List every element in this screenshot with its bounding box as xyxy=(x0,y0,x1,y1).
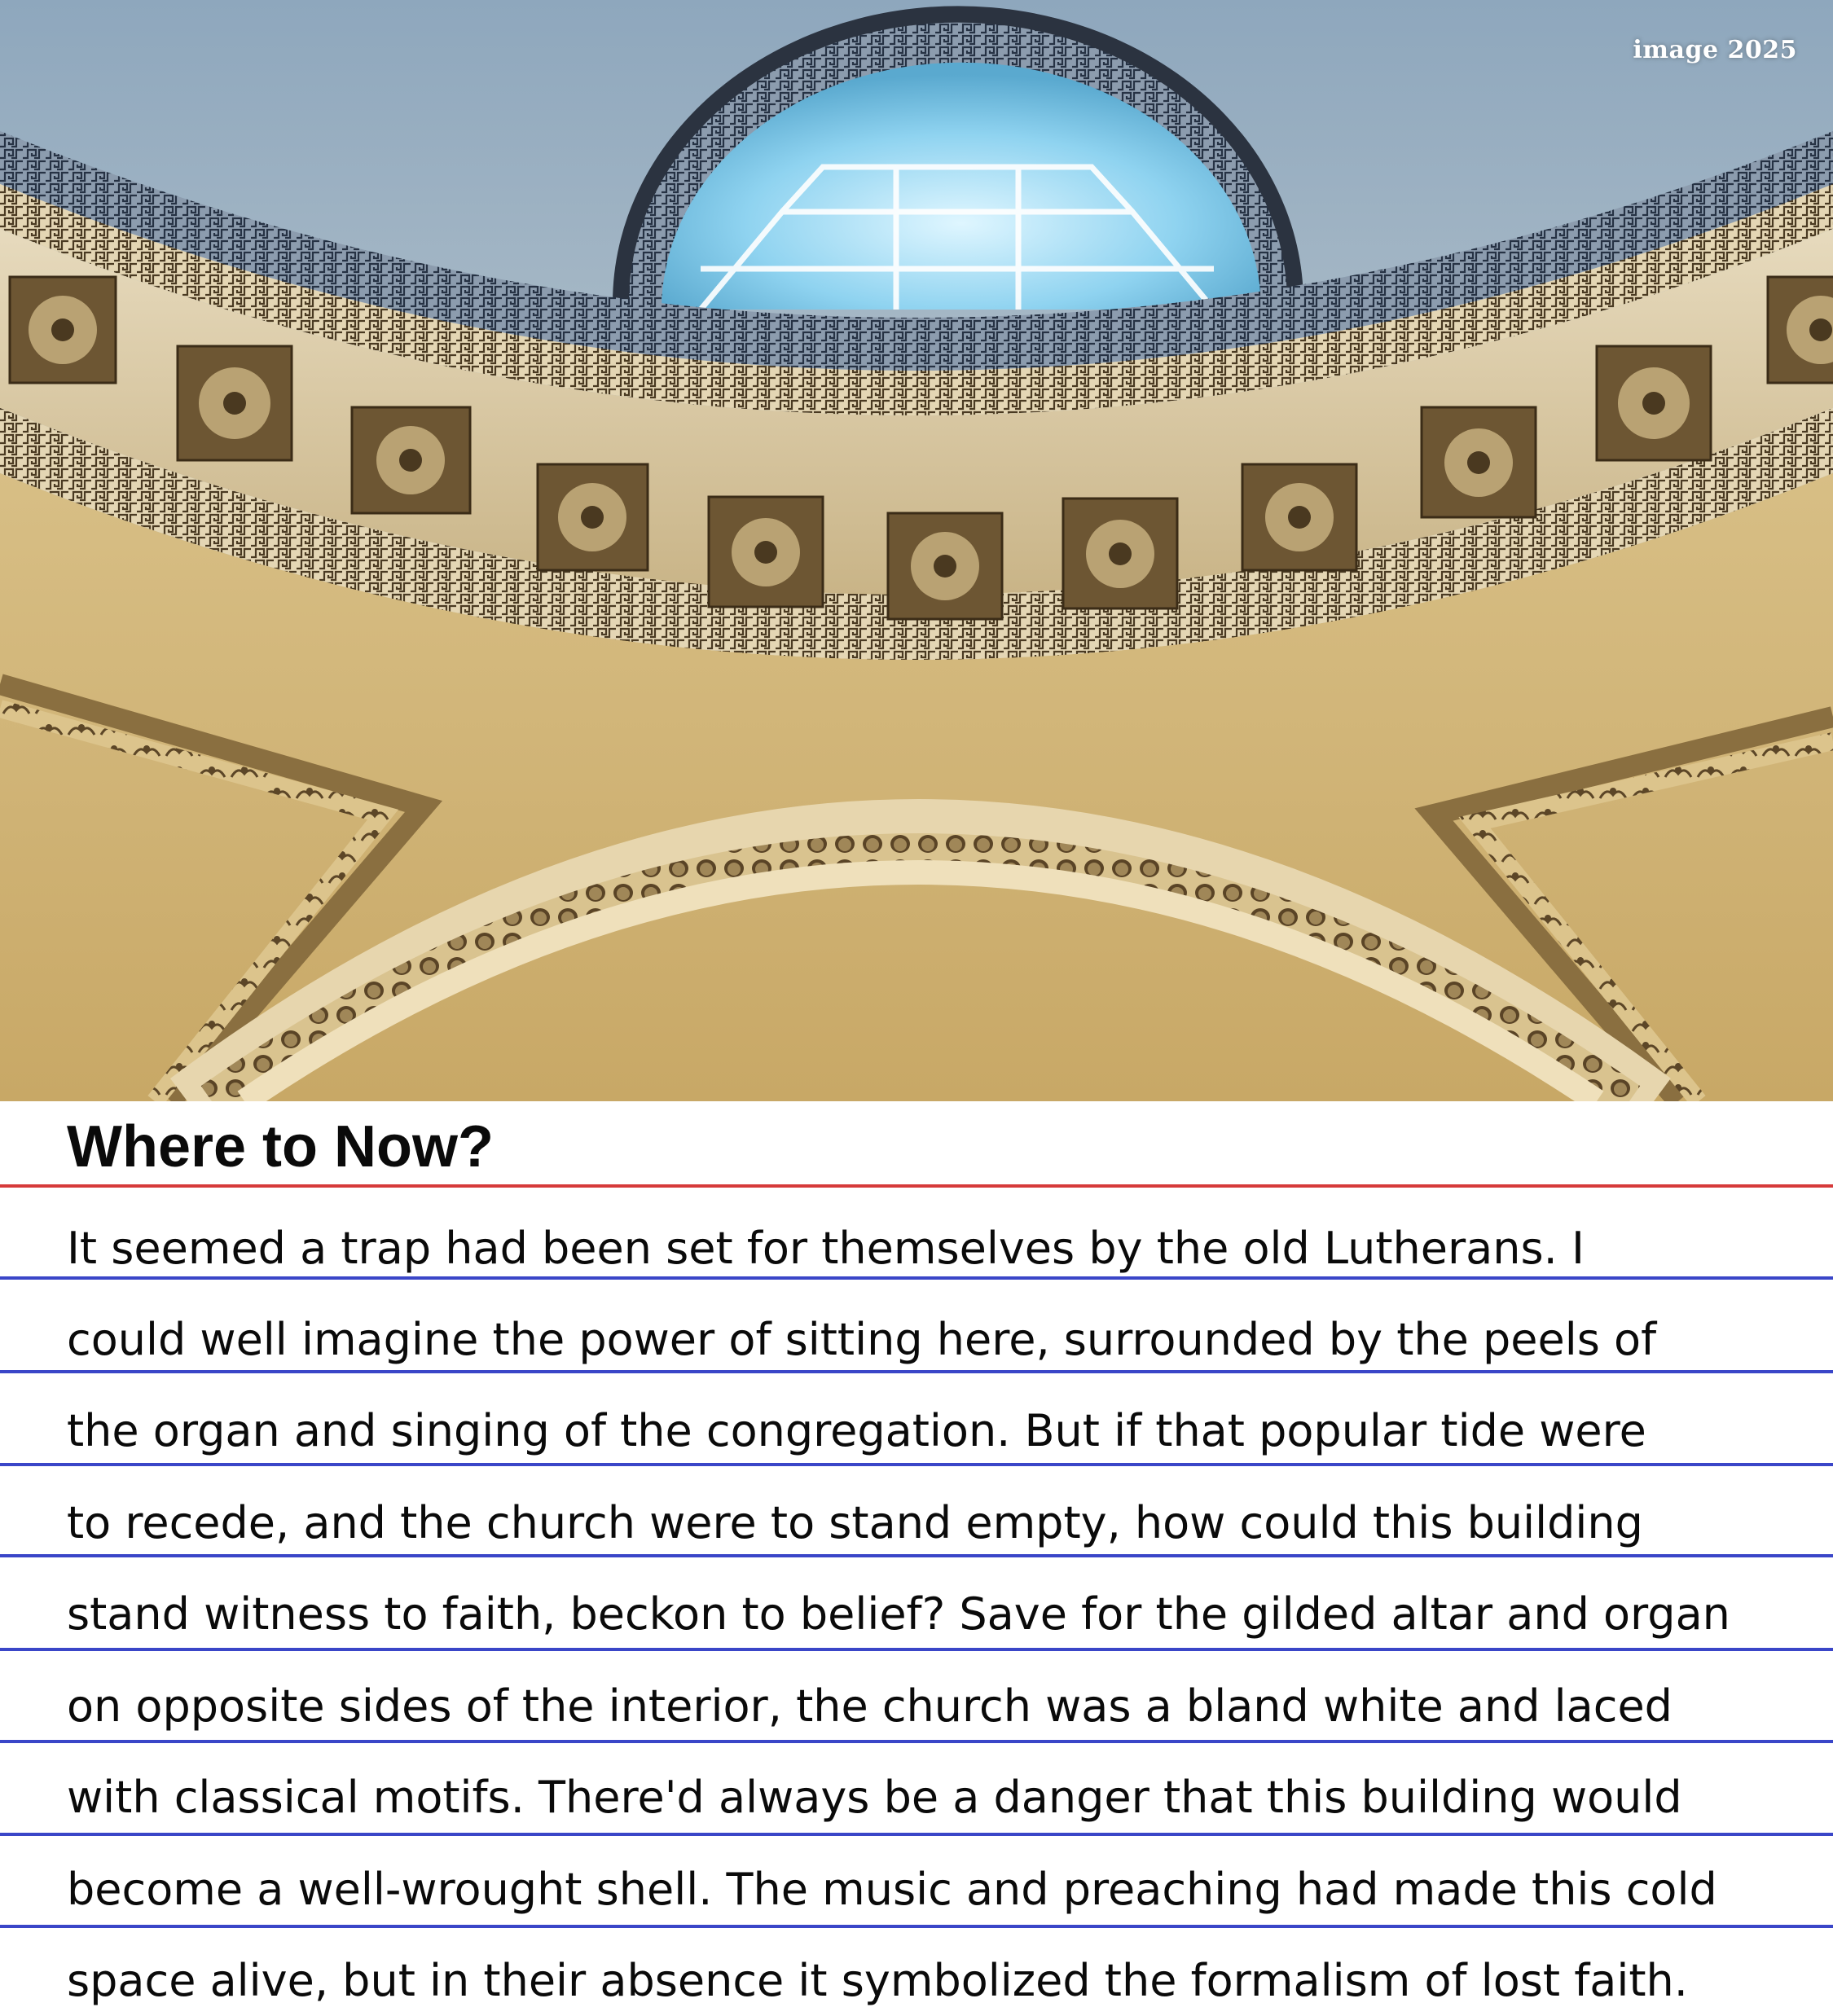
image-credit: image 2025 xyxy=(1633,36,1797,64)
title-rule xyxy=(0,1184,1833,1188)
line-rule xyxy=(0,1276,1833,1280)
text-line-3: the organ and singing of the congregation. But if that popular tide were xyxy=(67,1405,1646,1456)
text-line-6: on opposite sides of the interior, the church was a bland white and laced xyxy=(67,1680,1673,1732)
text-line-9: space alive, but in their absence it symbolized the formalism of lost faith. xyxy=(67,1955,1688,2006)
text-line-4: to recede, and the church were to stand empty, how could this building xyxy=(67,1497,1643,1548)
line-rule xyxy=(0,1463,1833,1466)
line-rule xyxy=(0,1648,1833,1651)
text-line-8: become a well-wrought shell. The music and preaching had made this cold xyxy=(67,1864,1717,1915)
line-rule xyxy=(0,1740,1833,1743)
text-line-7: with classical motifs. There'd always be a danger that this building would xyxy=(67,1772,1682,1823)
line-rule xyxy=(0,1925,1833,1928)
text-line-2: could well imagine the power of sitting here, surrounded by the peels of xyxy=(67,1314,1657,1365)
line-rule xyxy=(0,1370,1833,1373)
line-rule xyxy=(0,1554,1833,1557)
text-line-5: stand witness to faith, beckon to belief? Save for the gilded altar and organ xyxy=(67,1588,1730,1640)
text-line-1: It seemed a trap had been set for themselves by the old Lutherans. I xyxy=(67,1223,1585,1274)
article-title: Where to Now? xyxy=(67,1114,494,1179)
line-rule xyxy=(0,1833,1833,1836)
